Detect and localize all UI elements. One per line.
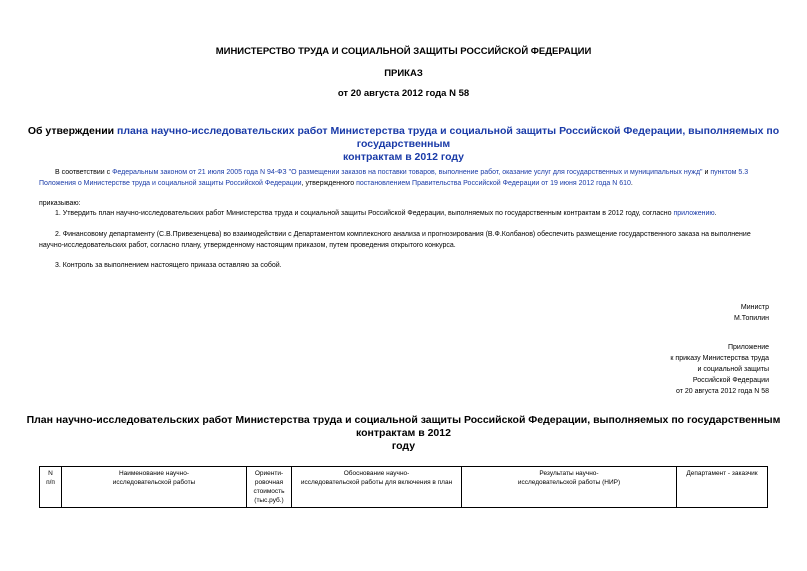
plan-table-header-row bbox=[40, 467, 768, 508]
signature-position: Министр bbox=[740, 304, 769, 311]
ministry-heading: МИНИСТЕРСТВО ТРУДА И СОЦИАЛЬНОЙ ЗАЩИТЫ РОССИЙСКОЙ ФЕДЕРАЦИИ bbox=[215, 46, 592, 57]
col-name-b: исследовательской работы bbox=[112, 479, 196, 486]
appendix-line-3: и социальной защиты bbox=[697, 366, 769, 373]
plan-title-line2: году bbox=[391, 440, 416, 452]
order-title-prefix: Об утверждении bbox=[27, 125, 118, 137]
item-1-end: . bbox=[714, 210, 717, 217]
appendix-line-4: Российской Федерации bbox=[692, 377, 769, 384]
col-department bbox=[677, 467, 768, 508]
appendix-line-2: к приказу Министерства труда bbox=[670, 355, 769, 362]
doc-type: ПРИКАЗ bbox=[384, 68, 423, 79]
col-results bbox=[462, 467, 677, 508]
item-1-text: 1. Утвердить план научно-исследовательских работ Министерства труда и социальной защиты Российской Федерации, выполняемых по государственным контрактам в 2012 году, согласно bbox=[55, 210, 674, 217]
doc-date: от 20 августа 2012 года N 58 bbox=[337, 88, 470, 99]
preamble-text-2: и bbox=[702, 169, 711, 176]
preamble-text-1: В соответствии с bbox=[55, 169, 113, 176]
order-title bbox=[0, 125, 807, 164]
col-cost bbox=[247, 467, 292, 508]
plan-title bbox=[0, 414, 807, 453]
col-number-b: п/п bbox=[46, 479, 55, 486]
col-cost-d: (тыс.руб.) bbox=[254, 497, 284, 504]
col-number-a: N bbox=[48, 470, 53, 477]
col-results-b: исследовательской работы (НИР) bbox=[517, 479, 621, 486]
col-cost-a: Ориенти- bbox=[254, 470, 284, 477]
col-name bbox=[62, 467, 247, 508]
preamble bbox=[39, 167, 771, 189]
order-word: приказываю: bbox=[39, 200, 81, 207]
col-basis-a: Обоснование научно- bbox=[343, 470, 410, 477]
col-results-a: Результаты научно- bbox=[539, 470, 599, 477]
government-decree-link[interactable]: постановлением Правительства Российской Федерации от 19 июня 2012 года N 610 bbox=[356, 180, 631, 187]
item-2-line1: 2. Финансовому департаменту (С.В.Привезенцева) во взаимодействии с Департаментом комплексного анализа и прогнозирования (В.Ф.Колбанов) обеспечить размещение государственного заказа на выполнение bbox=[55, 231, 751, 238]
col-name-a: Наименование научно- bbox=[118, 470, 189, 477]
item-3: 3. Контроль за выполнением настоящего приказа оставляю за собой. bbox=[55, 262, 282, 269]
appendix-line-1: Приложение bbox=[727, 344, 769, 351]
col-cost-b: ровочная bbox=[254, 479, 284, 486]
federal-law-link[interactable]: Федеральным законом от 21 июля 2005 года N 94-ФЗ "О размещении заказов на поставки товаров, выполнение работ, оказание услуг для государственных и муниципальных нужд" bbox=[112, 169, 703, 176]
preamble-text-4: . bbox=[630, 180, 633, 187]
item-1 bbox=[55, 208, 771, 219]
signature-name: М.Топилин bbox=[734, 315, 769, 322]
preamble-text-3: , утвержденного bbox=[301, 180, 357, 187]
plan-title-line1: План научно-исследовательских работ Министерства труда и социальной защиты Российской Федерации, выполняемых по государственным контрактам в 2012 bbox=[26, 414, 781, 439]
appendix-block bbox=[670, 342, 769, 397]
point-5-3-link[interactable]: пунктом 5.3 bbox=[710, 169, 749, 176]
signature-block bbox=[734, 302, 769, 324]
col-basis bbox=[292, 467, 462, 508]
col-basis-b: исследовательской работы для включения в план bbox=[300, 479, 453, 486]
appendix-link[interactable]: приложению bbox=[673, 210, 715, 217]
ministry-regulations-link[interactable]: Положения о Министерстве труда и социальной защиты Российской Федерации bbox=[39, 180, 302, 187]
plan-title-link[interactable]: плана научно-исследовательских работ Министерства труда и социальной защиты Российской Федерации, выполняемых по государственным bbox=[117, 125, 780, 150]
appendix-line-5: от 20 августа 2012 года N 58 bbox=[675, 388, 769, 395]
item-2 bbox=[39, 229, 771, 251]
item-2-line2: научно-исследовательских работ, согласно плану, утвержденному настоящим приказом, путем проведения открытого конкурса. bbox=[39, 242, 456, 249]
col-cost-c: стоимость bbox=[253, 488, 285, 495]
plan-table bbox=[39, 466, 768, 508]
col-department-label: Департамент - заказчик bbox=[686, 470, 758, 477]
plan-title-link-line2[interactable]: контрактам в 2012 году bbox=[343, 151, 464, 163]
col-number bbox=[40, 467, 62, 508]
